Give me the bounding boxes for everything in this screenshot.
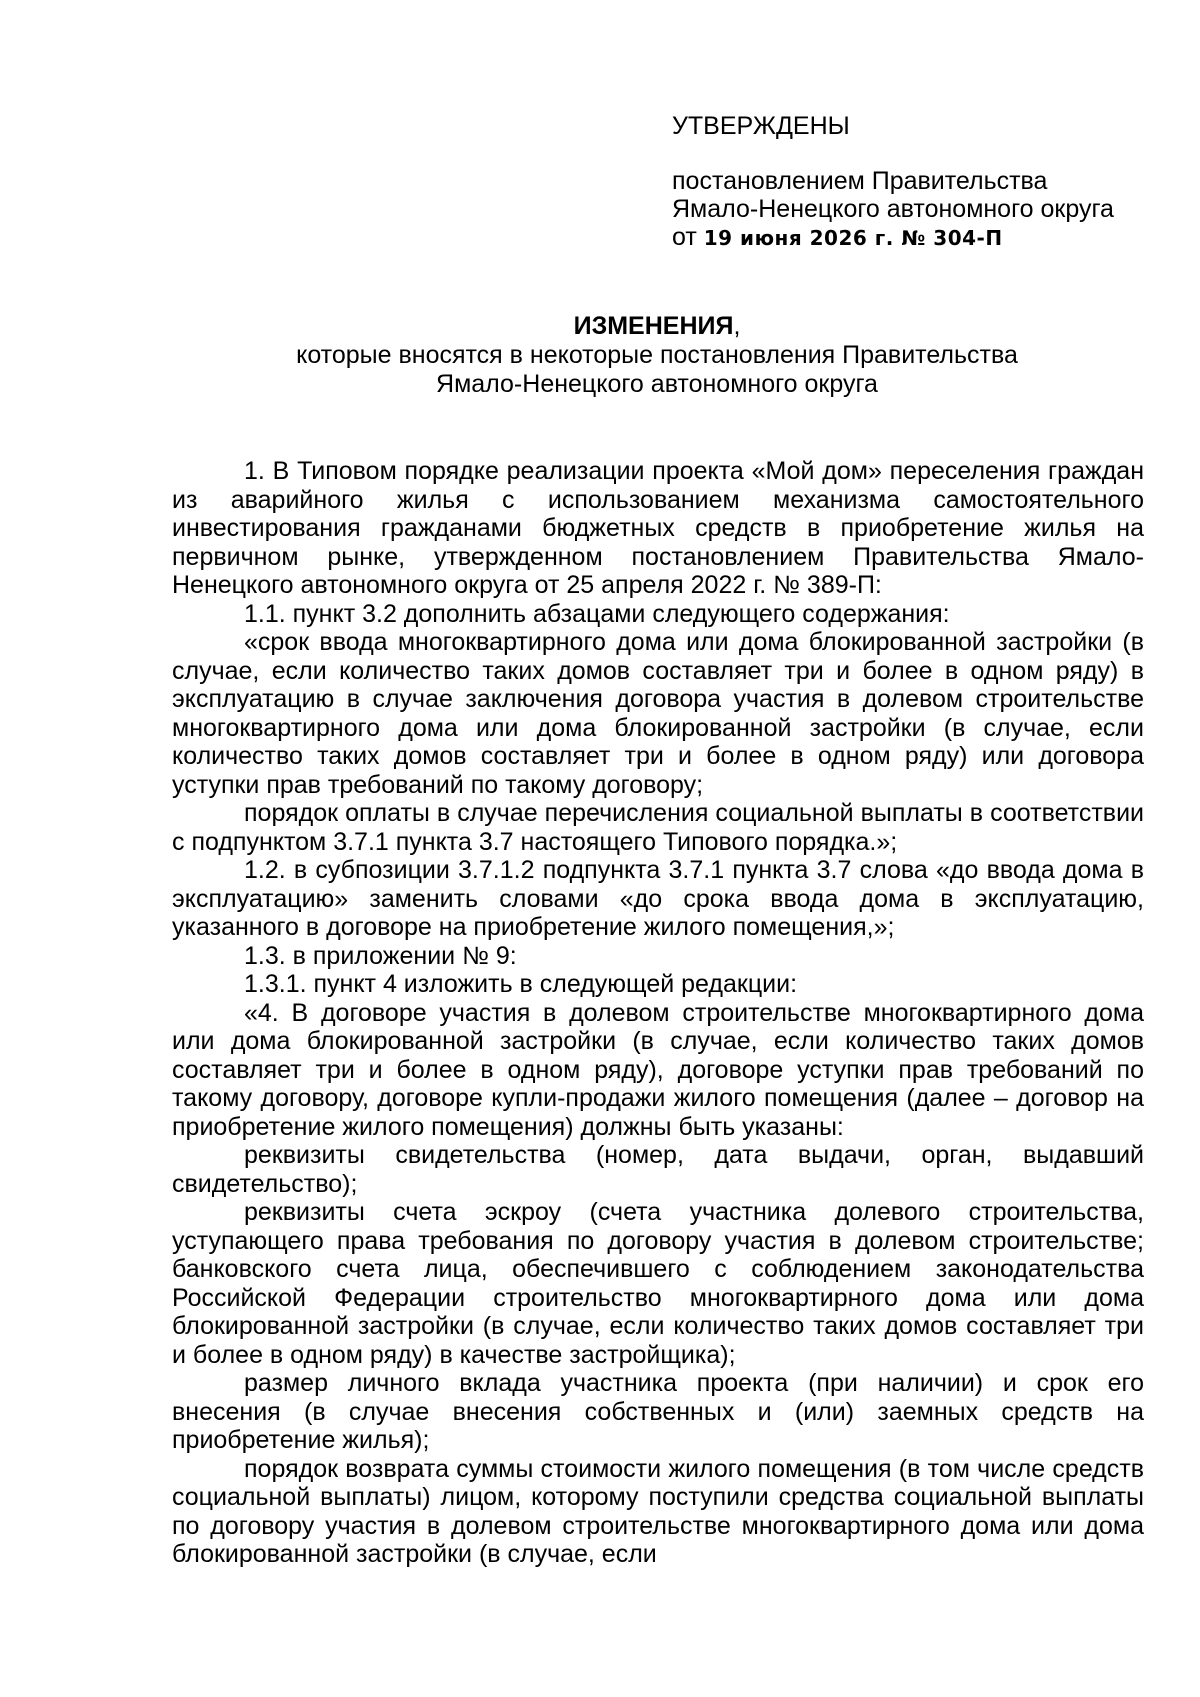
title-suffix: ,	[733, 312, 741, 340]
paragraph: 1. В Типовом порядке реализации проекта «Мой дом» переселения граждан из аварийного жилья с использованием механизма самостоятельного инвестирования гражданами бюджетных средств в приобретение жилья на первичном рынке, утвержденном постановлением Правительства Ямало-Ненецкого автономного округа от 25 апреля 2022 г. № 389-П:	[172, 457, 1144, 599]
paragraph: «срок ввода многоквартирного дома или дома блокированной застройки (в случае, если количество таких домов составляет три и более в одном ряду) в эксплуатацию в случае заключения договора участия в долевом строительстве многоквартирного дома или дома блокированной застройки (в случае, если количество таких домов составляет три и более в одном ряду) или договора уступки прав требований по такому договору;	[172, 628, 1144, 799]
paragraph: «4. В договоре участия в долевом строительстве многоквартирного дома или дома блокированной застройки (в случае, если количество таких домов составляет три и более в одном ряду), договоре уступки прав требований по такому договору, договоре купли-продажи жилого помещения (далее – договор на приобретение жилого помещения) должны быть указаны:	[172, 998, 1144, 1141]
heading-subtitle-line-2: Ямало-Ненецкого автономного округа	[436, 370, 878, 398]
heading-title-line	[172, 312, 1142, 341]
paragraph: реквизиты счета эскроу (счета участника долевого строительства, уступающего права требования по договору участия в долевом строительстве; банковского счета лица, обеспечившего с соблюдением законодательства Российской Федерации строительство многоквартирного дома или дома блокированной застройки (в случае, если количество таких домов составляет три и более в одном ряду) в качестве застройщика);	[172, 1198, 1144, 1369]
paragraph: 1.3.1. пункт 4 изложить в следующей редакции:	[244, 970, 798, 998]
document-body	[172, 457, 1144, 1569]
resolution-date-number: 19 июня 2026 г. № 304-П	[703, 226, 1003, 250]
paragraph: реквизиты свидетельства (номер, дата выдачи, орган, выдавший свидетельство);	[172, 1141, 1144, 1198]
document-heading	[172, 312, 1142, 399]
paragraph: порядок возврата суммы стоимости жилого помещения (в том числе средств социальной выплаты) лицом, которому поступили средства социальной выплаты по договору участия в долевом строительстве многоквартирного дома или дома блокированной застройки (в случае, если	[172, 1454, 1144, 1568]
document-title: ИЗМЕНЕНИЯ	[573, 312, 734, 340]
paragraph: порядок оплаты в случае перечисления социальной выплаты в соответствии с подпунктом 3.7.1 пункта 3.7 настоящего Типового порядка.»;	[172, 799, 1144, 856]
paragraph: 1.2. в субпозиции 3.7.1.2 подпункта 3.7.1 пункта 3.7 слова «до ввода дома в эксплуатацию» заменить словами «до срока ввода дома в эксплуатацию, указанного в договоре на приобретение жилого помещения,»;	[172, 856, 1144, 941]
paragraph: 1.1. пункт 3.2 дополнить абзацами следующего содержания:	[244, 599, 950, 628]
date-prefix: от	[672, 223, 697, 251]
paragraph: 1.3. в приложении № 9:	[244, 941, 517, 970]
approval-block	[672, 112, 1172, 252]
approval-stamp: УТВЕРЖДЕНЫ	[672, 112, 850, 140]
approval-line-2: Ямало-Ненецкого автономного округа	[672, 195, 1114, 223]
approval-line-1: постановлением Правительства	[672, 167, 1048, 195]
heading-subtitle-line-1: которые вносятся в некоторые постановления Правительства	[296, 341, 1018, 369]
approval-date-line	[672, 223, 1172, 252]
paragraph: размер личного вклада участника проекта (при наличии) и срок его внесения (в случае внесения собственных и (или) заемных средств на приобретение жилья);	[172, 1369, 1144, 1454]
